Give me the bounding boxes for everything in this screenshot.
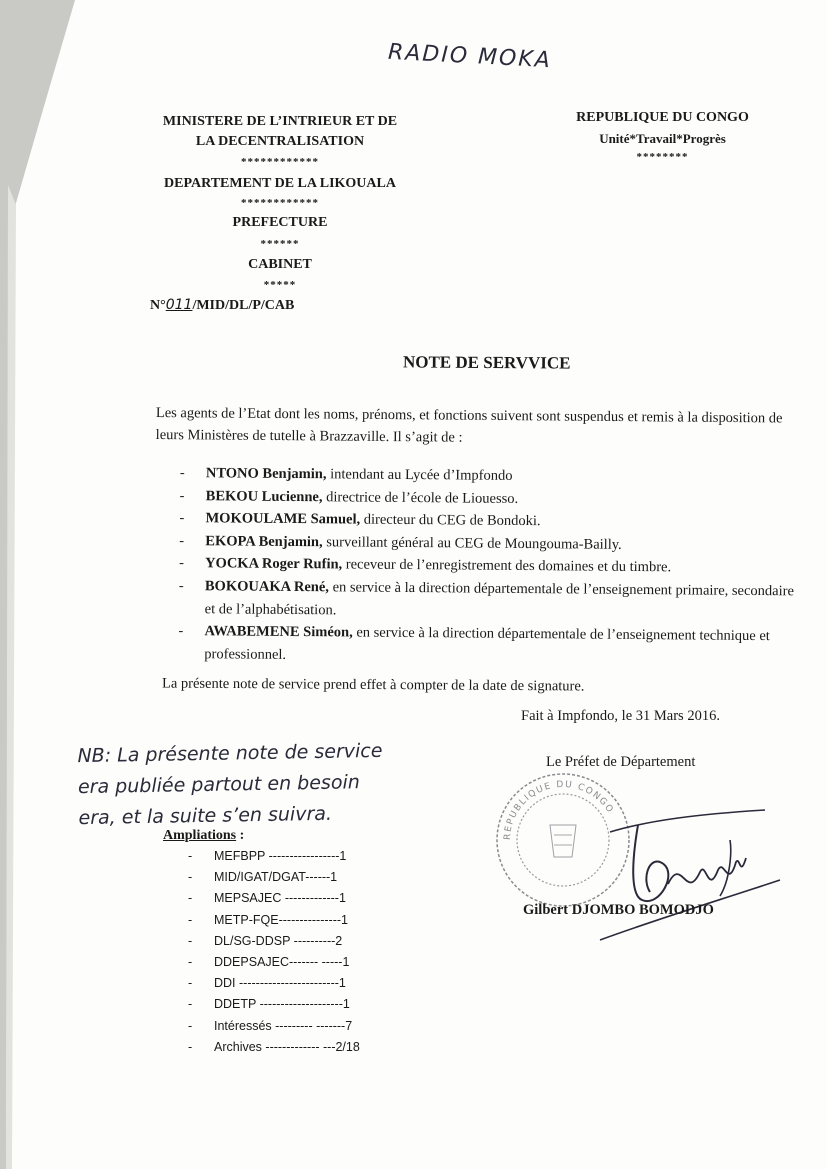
agent-name: NTONO Benjamin, [205, 465, 327, 483]
handwritten-note-line: NB: La présente note de service [77, 739, 383, 768]
list-item: - DL/SG-DDSP ----------2 [188, 931, 360, 952]
ampliations-heading [163, 828, 244, 844]
header-stars-2: ************ [241, 197, 319, 209]
header-stars-4: ***** [263, 279, 297, 291]
cabinet-label: CABINET [248, 257, 312, 272]
header-stars-3: ****** [260, 238, 300, 250]
agents-list [178, 462, 800, 671]
list-item: - MEPSAJEC -------------1 [188, 888, 360, 909]
ampliations-colon: : [236, 828, 245, 843]
note-title: NOTE DE SERVVICE [402, 352, 571, 373]
stamp-text: REPUBLIQUE DU CONGO [502, 779, 616, 841]
list-item: - Intéressés --------- -------7 [188, 1016, 360, 1037]
agent-role: intendant au Lycée d’Impfondo [326, 466, 513, 484]
ref-prefix: N° [150, 298, 166, 313]
prefect-title: Le Préfet de Département [546, 754, 696, 770]
agent-role: en service à la direction départementale de l’enseignement primaire, secondaire et de l’alphabétisation. [204, 579, 795, 618]
handwritten-note-line: era, et la suite s’en suivra. [78, 802, 333, 830]
list-item: - METP-FQE---------------1 [188, 910, 360, 931]
ref-handwritten-number: 011 [165, 297, 193, 313]
agent-name: YOCKA Roger Rufin, [205, 555, 343, 573]
prefect-name: Gilbert DJOMBO BOMODJO [523, 902, 714, 918]
effect-statement: La présente note de service prend effet à compter de la date de signature. [161, 675, 585, 695]
list-item [178, 620, 798, 671]
header-right-stars: ******** [636, 151, 689, 163]
agent-name: EKOPA Benjamin, [205, 533, 323, 551]
ref-suffix: /MID/DL/P/CAB [192, 298, 295, 313]
list-item: - DDI ------------------------1 [188, 973, 360, 994]
handwritten-header: RADIO MOKA [387, 39, 553, 74]
list-item: - MEFBPP -----------------1 [188, 846, 360, 867]
country-motto: Unité*Travail*Progrès [599, 131, 726, 146]
agent-role: en service à la direction départementale de l’enseignement technique et professionnel. [204, 624, 770, 663]
signature-icon [590, 800, 790, 950]
list-item: - DDEPSAJEC------- -----1 [188, 952, 360, 973]
agent-name: AWABEMENE Siméon, [204, 623, 353, 641]
list-item [179, 575, 799, 626]
agent-name: BEKOU Lucienne, [205, 487, 323, 505]
agent-role: directeur du CEG de Bondoki. [360, 511, 541, 530]
list-item: - DDETP --------------------1 [188, 994, 360, 1015]
handwritten-note [77, 735, 439, 834]
agent-name: MOKOULAME Samuel, [205, 510, 361, 528]
agent-name: BOKOUAKA René, [204, 578, 330, 596]
place-and-date: Fait à Impfondo, le 31 Mars 2016. [521, 708, 720, 724]
agent-role: receveur de l’enregistrement des domaines et du timbre. [342, 556, 672, 576]
country-name: REPUBLIQUE DU CONGO [576, 110, 749, 125]
reference-number [150, 297, 294, 314]
handwritten-note-line: era publiée partout en besoin [77, 771, 360, 799]
list-item: - Archives ------------- ---2/18 [188, 1037, 360, 1058]
list-item: - MID/IGAT/DGAT------1 [188, 867, 360, 888]
header-stars-1: ************ [241, 156, 319, 168]
agent-role: directrice de l’école de Liouesso. [322, 488, 519, 507]
ampliations-label: Ampliations [163, 828, 237, 843]
ministry-name-line1: MINISTERE DE L’INTRIEUR ET DE [162, 114, 398, 129]
distribution-list [188, 846, 360, 1058]
ministry-name-line2: LA DECENTRALISATION [195, 134, 365, 149]
department-name: DEPARTEMENT DE LA LIKOUALA [164, 176, 396, 191]
agent-role: surveillant général au CEG de Moungouma-Bailly. [322, 534, 622, 553]
prefecture-label: PREFECTURE [232, 215, 328, 230]
intro-paragraph: Les agents de l’Etat dont les noms, prénoms, et fonctions suivent sont suspendus et remis à la disposition de leurs Ministères de tutelle à Brazzaville. Il s’agit de : [155, 404, 783, 446]
